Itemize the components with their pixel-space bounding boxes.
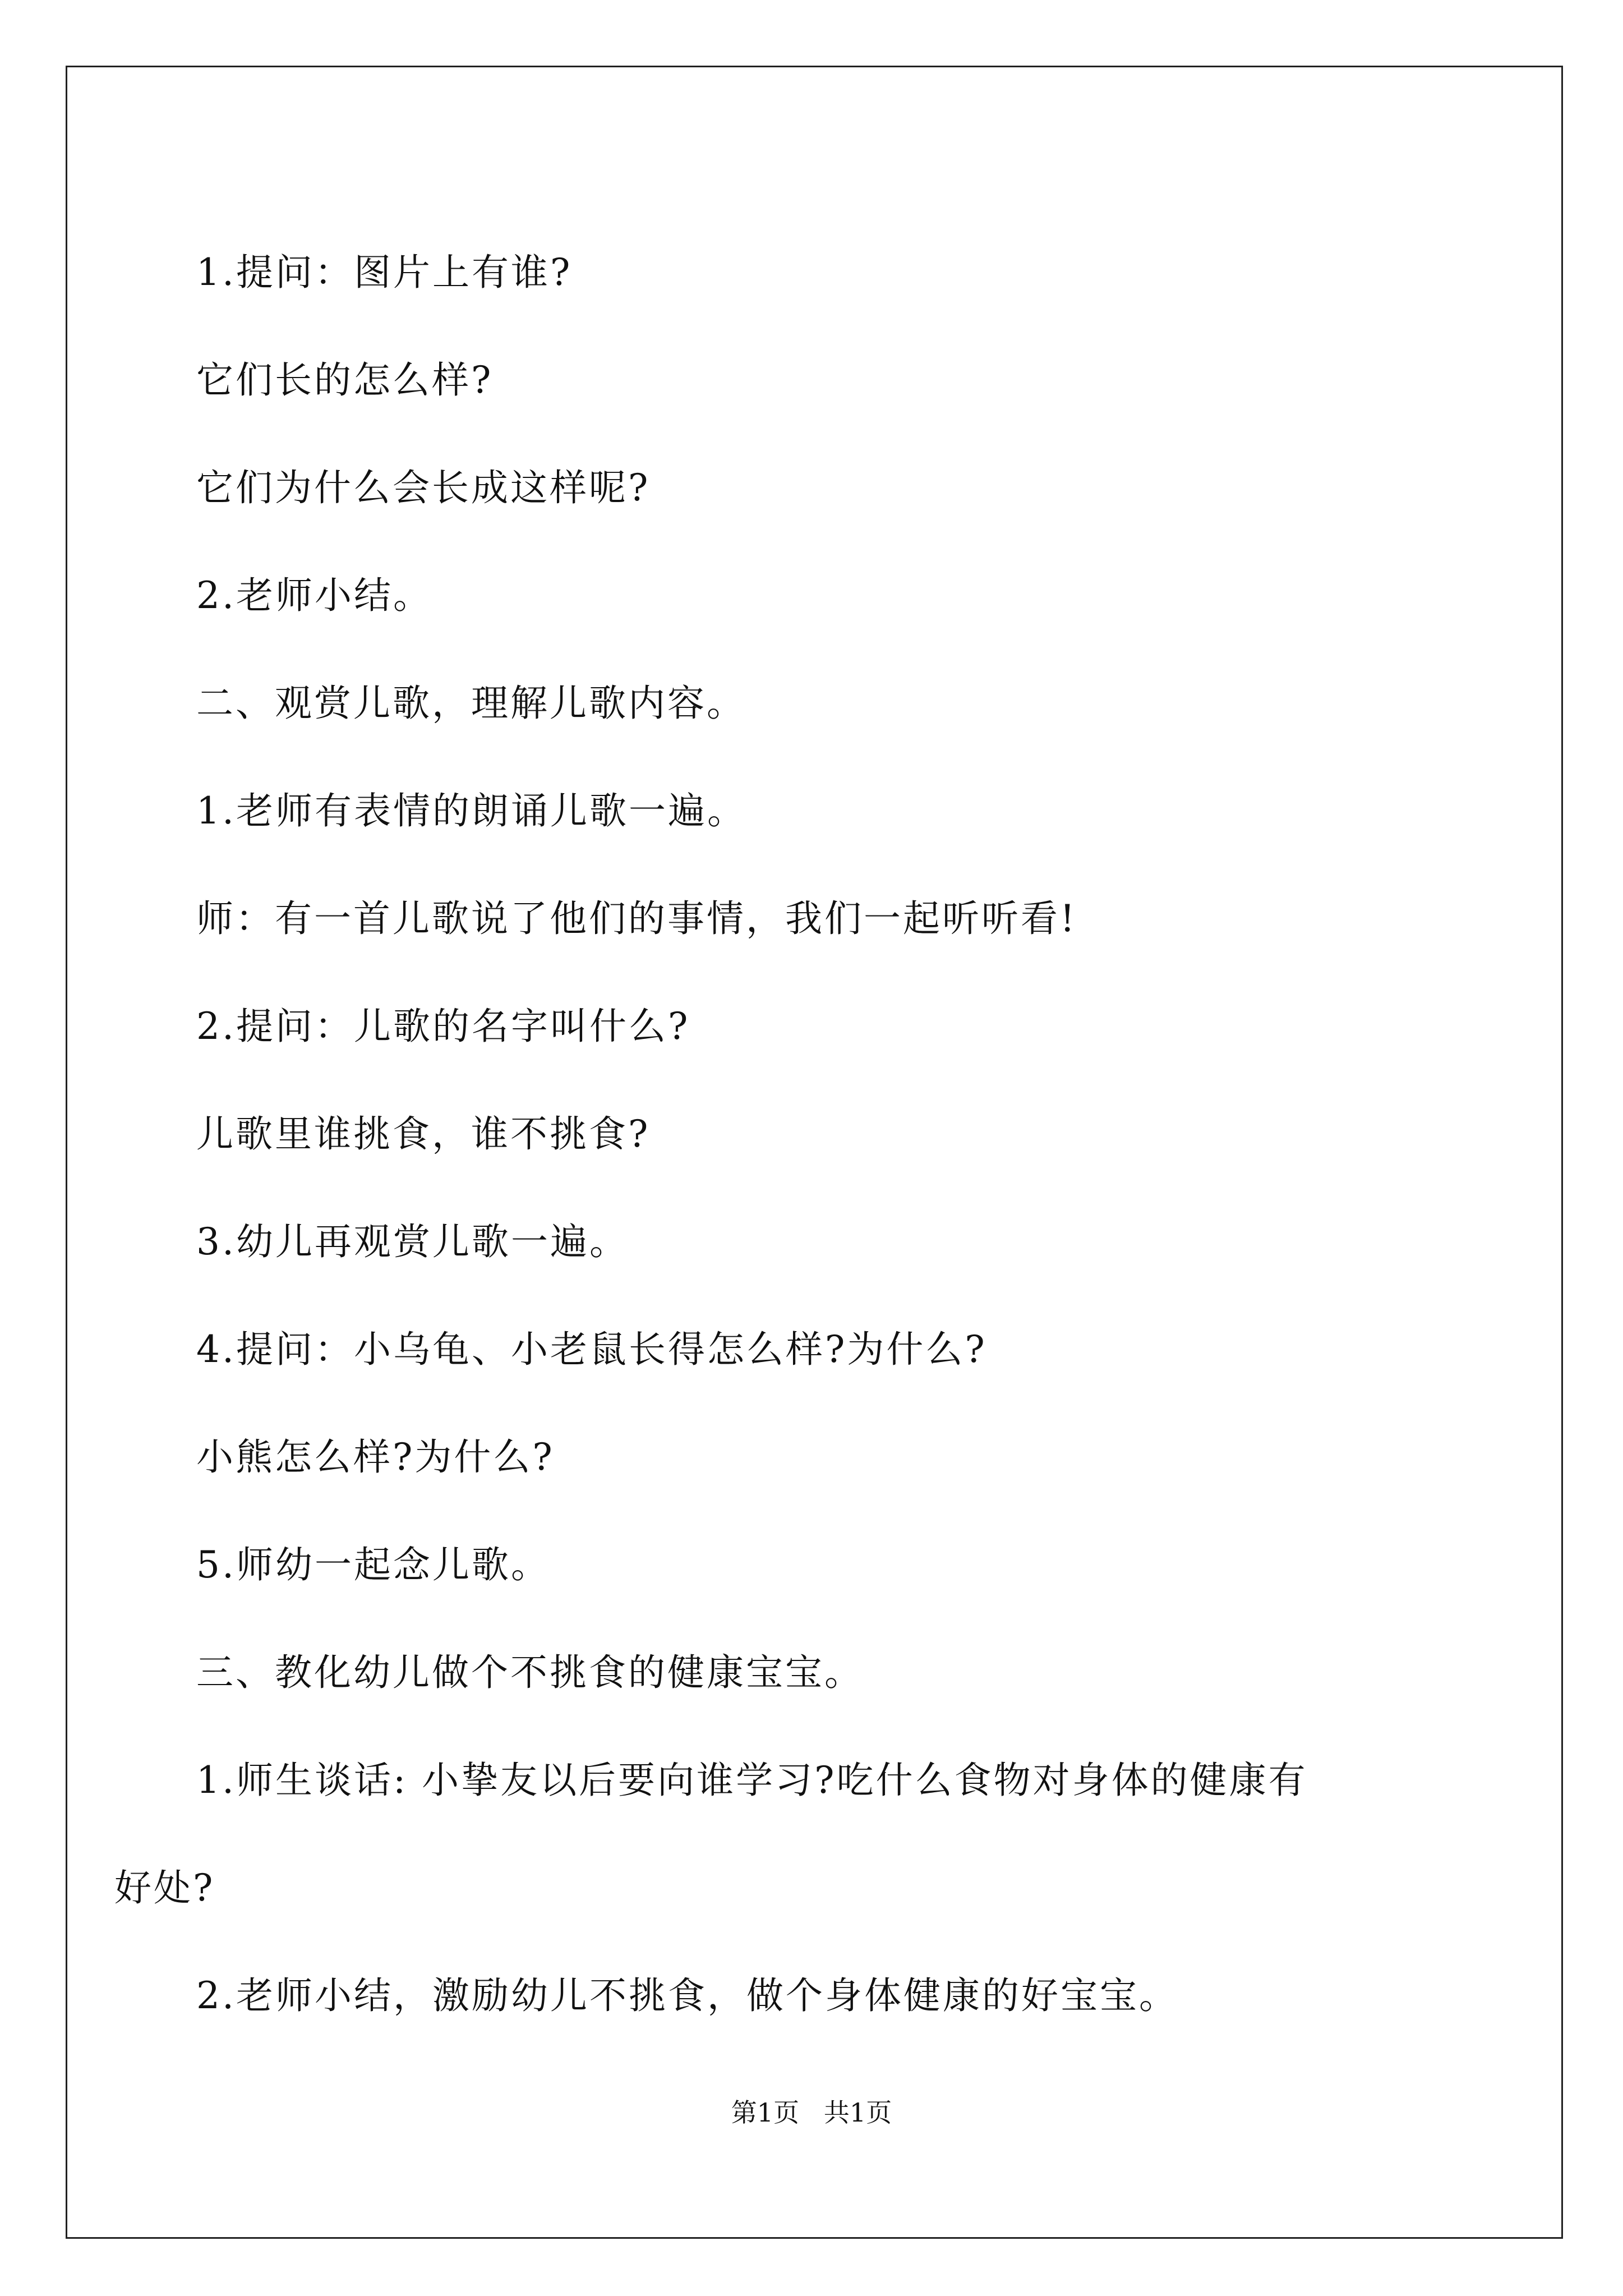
paragraph-continuation: 好处?: [114, 1866, 215, 1910]
page-footer: 第1页 共1页: [731, 2097, 892, 2128]
section-heading: 三、教化幼儿做个不挑食的健康宝宝。: [196, 1651, 864, 1694]
paragraph: 4.提问：小乌龟、小老鼠长得怎么样?为什么?: [196, 1328, 987, 1371]
paragraph: 1.师生谈话: 小挚友以后要向谁学习?吃什么食物对身体的健康有: [196, 1759, 1308, 1802]
document-body: [114, 219, 1447, 2050]
section-heading: 二、观赏儿歌，理解儿歌内容。: [196, 682, 746, 725]
paragraph: 它们为什么会长成这样呢?: [196, 466, 651, 509]
paragraph: 师：有一首儿歌说了他们的事情，我们一起听听看!: [196, 897, 1077, 940]
paragraph: 2.老师小结，激励幼儿不挑食，做个身体健康的好宝宝。: [196, 1974, 1178, 2017]
paragraph: 2.老师小结。: [196, 574, 432, 617]
paragraph: 2.提问：儿歌的名字叫什么?: [196, 1005, 690, 1048]
paragraph: 1.老师有表情的朗诵儿歌一遍。: [196, 789, 746, 832]
paragraph: 1.提问：图片上有谁?: [196, 251, 573, 294]
paragraph: 小熊怎么样?为什么?: [196, 1435, 555, 1479]
paragraph: 3.幼儿再观赏儿歌一遍。: [196, 1220, 629, 1263]
paragraph: 它们长的怎么样?: [196, 358, 494, 402]
paragraph: 儿歌里谁挑食，谁不挑食?: [196, 1112, 651, 1156]
paragraph: 5.师幼一起念儿歌。: [196, 1543, 550, 1586]
